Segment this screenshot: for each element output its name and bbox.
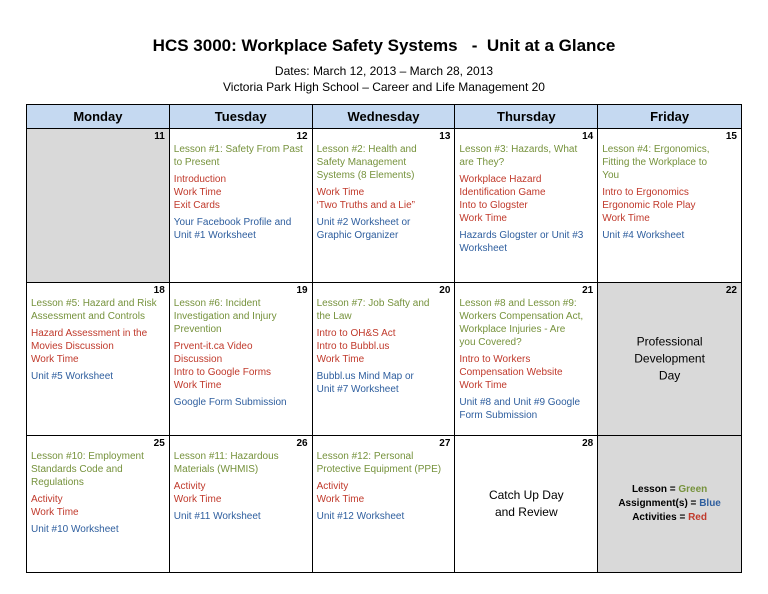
text-line: Work Time <box>173 380 222 391</box>
text-line: Materials (WHMIS) <box>173 464 259 475</box>
text-line: Work Time <box>316 187 365 198</box>
assignment-text <box>459 396 593 422</box>
text-line: Form Submission <box>459 410 538 421</box>
text-line: Investigation and Injury <box>173 311 277 322</box>
lesson-text <box>602 143 737 182</box>
day-cell <box>313 436 456 573</box>
day-cell <box>313 129 456 283</box>
date-number: 14 <box>582 131 594 142</box>
date-number: 18 <box>153 285 165 296</box>
date-number: 21 <box>582 285 594 296</box>
legend-activities <box>598 511 741 525</box>
text-line: Intro to Google Forms <box>173 367 272 378</box>
legend-lesson <box>598 483 741 497</box>
assignment-text <box>174 216 308 242</box>
text-line: Lesson #12: Personal <box>316 451 414 462</box>
text-line: Lesson #1: Safety From Past <box>173 144 303 155</box>
activities-text <box>459 353 593 392</box>
activities-text <box>602 186 737 225</box>
legend-label: Activities = <box>632 512 689 523</box>
lesson-text <box>31 297 165 323</box>
text-line: Hazard Assessment in the <box>31 328 148 339</box>
text-line: Systems (8 Elements) <box>316 170 415 181</box>
assignment-text <box>31 370 165 383</box>
text-line: Discussion <box>173 354 223 365</box>
lesson-text <box>31 450 165 489</box>
text-line: Unit #1 Worksheet <box>173 230 256 241</box>
assignment-text <box>317 370 451 396</box>
text-line: Workplace Hazard <box>459 174 542 185</box>
text-line: Intro to Workers <box>459 354 531 365</box>
text-line: Work Time <box>173 494 222 505</box>
text-line: Exit Cards <box>173 200 220 211</box>
day-cell <box>170 436 313 573</box>
text-line: Intro to Bubbl.us <box>316 341 390 352</box>
text-line: Unit #12 Worksheet <box>316 511 405 522</box>
day-cell <box>455 283 598 436</box>
calendar-grid <box>26 104 742 573</box>
text-line: to Present <box>173 157 220 168</box>
day-header-wednesday: Wednesday <box>313 105 456 129</box>
text-line: Worksheet <box>459 243 508 254</box>
professional-development-note <box>598 334 741 385</box>
text-line: Hazards Glogster or Unit #3 <box>459 230 584 241</box>
date-number: 27 <box>439 438 451 449</box>
activities-text <box>31 493 165 519</box>
dates-line: Dates: March 12, 2013 – March 28, 2013 <box>274 64 494 78</box>
text-line: Unit #7 Worksheet <box>316 384 399 395</box>
lesson-text <box>317 143 451 182</box>
text-line: Workers Compensation Act, <box>459 311 584 322</box>
text-line: Unit #8 and Unit #9 Google <box>459 397 581 408</box>
lesson-text <box>174 143 308 169</box>
text-line: Activity <box>316 481 349 492</box>
text-line: Lesson #4: Ergonomics, <box>602 144 710 155</box>
date-number: 15 <box>725 131 737 142</box>
lesson-text <box>459 143 593 169</box>
day-cell <box>27 283 170 436</box>
text-line: Lesson #11: Hazardous <box>173 451 279 462</box>
text-line: Google Form Submission <box>173 397 287 408</box>
text-line: Work Time <box>459 380 507 391</box>
assignment-text <box>174 510 308 523</box>
color-legend <box>598 483 741 525</box>
text-line: Unit #4 Worksheet <box>602 230 685 241</box>
day-cell <box>455 436 598 573</box>
text-line: Into to Glogster <box>459 200 528 211</box>
text-line: You <box>602 170 620 181</box>
lesson-text <box>317 450 451 476</box>
day-cell <box>170 283 313 436</box>
text-line: Day <box>658 368 681 383</box>
text-line: Work Time <box>602 213 650 224</box>
text-line: Work Time <box>31 507 79 518</box>
activities-text <box>31 327 165 366</box>
day-cell <box>598 129 742 283</box>
day-cell <box>598 283 742 436</box>
legend-label: Lesson = <box>631 484 679 495</box>
activities-text <box>174 173 308 212</box>
legend-cell <box>598 436 742 573</box>
text-line: Fitting the Workplace to <box>602 157 708 168</box>
text-line: Work Time <box>316 354 365 365</box>
text-line: Development <box>634 351 705 366</box>
assignment-text <box>459 229 593 255</box>
activities-text <box>317 186 451 212</box>
lesson-text <box>459 297 593 349</box>
activities-text <box>317 480 451 506</box>
text-line: Prvent-it.ca Video <box>173 341 253 352</box>
assignment-text <box>174 396 308 409</box>
lesson-text <box>174 450 308 476</box>
day-header-tuesday: Tuesday <box>170 105 313 129</box>
assignment-text <box>317 216 451 242</box>
text-line: Lesson #6: Incident <box>173 298 261 309</box>
date-number: 22 <box>725 285 737 296</box>
date-number: 19 <box>296 285 308 296</box>
text-line: the Law <box>316 311 352 322</box>
text-line: Prevention <box>173 324 222 335</box>
text-line: Intro to OH&S Act <box>316 328 396 339</box>
activities-text <box>317 327 451 366</box>
text-line: Activity <box>31 494 63 505</box>
text-line: Intro to Ergonomics <box>602 187 689 198</box>
text-line: Ergonomic Role Play <box>602 200 696 211</box>
text-line: Work Time <box>459 213 507 224</box>
text-line: Graphic Organizer <box>316 230 399 241</box>
text-line: Movies Discussion <box>31 341 114 352</box>
text-line: Safety Management <box>316 157 407 168</box>
page-title: HCS 3000: Workplace Safety Systems - Unit at a Glance <box>152 36 616 55</box>
activities-text <box>174 340 308 392</box>
text-line: Work Time <box>31 354 79 365</box>
day-cell <box>455 129 598 283</box>
lesson-text <box>174 297 308 336</box>
legend-value: Blue <box>699 498 721 509</box>
text-line: Work Time <box>173 187 222 198</box>
date-number: 26 <box>296 438 308 449</box>
legend-value: Green <box>678 484 708 495</box>
text-line: Lesson #5: Hazard and Risk <box>31 298 157 309</box>
text-line: Workplace Injuries - Are <box>459 324 566 335</box>
text-line: Unit #2 Worksheet or <box>316 217 411 228</box>
day-cell <box>170 129 313 283</box>
text-line: Standards Code and <box>31 464 123 475</box>
text-line: Introduction <box>173 174 227 185</box>
school-line: Victoria Park High School – Career and Life Management 20 <box>223 80 545 94</box>
text-line: Protective Equipment (PPE) <box>316 464 442 475</box>
text-line: Unit #11 Worksheet <box>173 511 261 522</box>
text-line: Lesson #10: Employment <box>31 451 144 462</box>
text-line: Lesson #8 and Lesson #9: <box>459 298 577 309</box>
text-line: Compensation Website <box>459 367 563 378</box>
text-line: Work Time <box>316 494 365 505</box>
day-header-friday: Friday <box>598 105 742 129</box>
legend-label: Assignment(s) = <box>618 498 700 509</box>
activities-text <box>459 173 593 225</box>
text-line: and Review <box>494 505 558 519</box>
text-line: Lesson #7: Job Safty and <box>316 298 430 309</box>
date-number: 12 <box>296 131 308 142</box>
text-line: Unit #5 Worksheet <box>31 371 114 382</box>
text-line: you Covered? <box>459 337 522 348</box>
assignment-text <box>31 523 165 536</box>
date-number: 28 <box>582 438 594 449</box>
assignment-text <box>602 229 737 242</box>
catch-up-note <box>455 487 597 521</box>
activities-text <box>174 480 308 506</box>
text-line: Regulations <box>31 477 84 488</box>
date-number: 13 <box>439 131 451 142</box>
date-number: 11 <box>154 131 165 142</box>
legend-value: Red <box>688 512 707 523</box>
text-line: Assessment and Controls <box>31 311 145 322</box>
text-line: Catch Up Day <box>488 488 564 502</box>
date-number: 20 <box>439 285 451 296</box>
legend-assignment <box>598 497 741 511</box>
text-line: Your Facebook Profile and <box>173 217 292 228</box>
text-line: Lesson #3: Hazards, What <box>459 144 578 155</box>
text-line: Professional <box>636 334 703 349</box>
day-cell <box>27 436 170 573</box>
text-line: ‘Two Truths and a Lie” <box>316 200 415 211</box>
text-line: Lesson #2: Health and <box>316 144 417 155</box>
text-line: Identification Game <box>459 187 546 198</box>
text-line: are They? <box>459 157 505 168</box>
text-line: Activity <box>173 481 206 492</box>
day-header-monday: Monday <box>27 105 170 129</box>
date-number: 25 <box>153 438 165 449</box>
day-cell <box>313 283 456 436</box>
day-header-thursday: Thursday <box>455 105 598 129</box>
text-line: Bubbl.us Mind Map or <box>316 371 414 382</box>
text-line: Unit #10 Worksheet <box>31 524 119 535</box>
lesson-text <box>317 297 451 323</box>
day-cell <box>27 129 170 283</box>
assignment-text <box>317 510 451 523</box>
